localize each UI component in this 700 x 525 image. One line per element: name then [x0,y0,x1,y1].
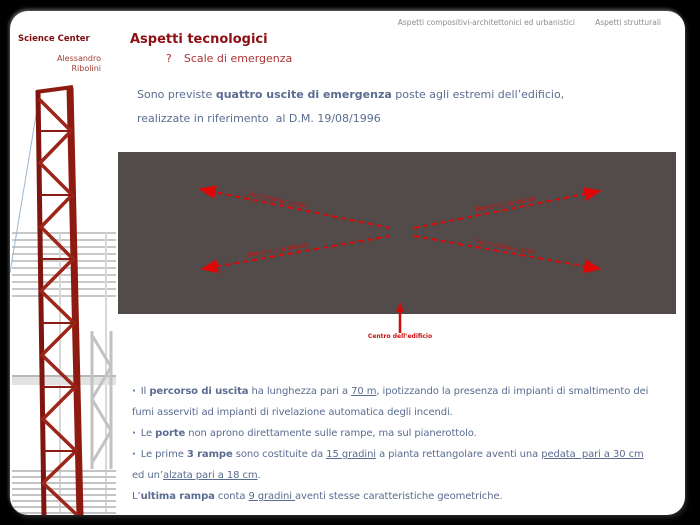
escape-route-diagram [118,152,676,314]
route-label-upper-left: Percorso di uscita [247,189,310,211]
bullet-text: Le prime 3 rampe sono costituite da 15 gradini a pianta rettangolare aventi una pedata pari a 30 cm [140,449,644,460]
center-pointer-arrow-icon [394,299,406,335]
bullet-list [132,381,648,507]
route-arrow-upper-right [414,191,600,228]
tower-structure-illustration [10,85,118,515]
bullet-line-1-cont [132,402,648,423]
nav-link-aspetti-compositivi[interactable]: Aspetti compositivi-architettonici ed urbanistici [397,18,575,27]
bullet-line-3-cont [132,465,648,486]
route-label-lower-left: Percorso di uscita [246,240,309,260]
bullet-line-3 [132,444,648,465]
bullet-dot: · [132,449,136,460]
bullet-dot: · [132,386,136,397]
author-last-name: Ribolini [71,64,101,73]
intro-line-2: realizzate in riferimento al D.M. 19/08/1996 [137,112,381,125]
intro-paragraph [137,83,564,131]
presentation-slide [10,11,685,515]
diagram-center-label: Centro dell’edificio [367,333,433,340]
route-arrow-lower-left [202,236,390,269]
bullet-text: L’ultima rampa conta 9 gradini aventi stesse caratteristiche geometriche. [132,491,503,502]
brand-title: Science Center [18,34,90,44]
bullet-line-1 [132,381,648,402]
bullet-text: Le porte non aprono direttamente sulle rampe, ma sul pianerottolo. [140,428,477,439]
closing-line [132,486,648,507]
bullet-dot: · [132,428,136,439]
section-subtitle [166,52,292,65]
nav-link-aspetti-strutturali[interactable]: Aspetti strutturali [595,18,661,27]
route-label-lower-right: Percorso di uscita [475,237,538,257]
subtitle-text: Scale di emergenza [183,52,293,65]
bullet-text: Il percorso di uscita ha lunghezza pari a 70 m, ipotizzando la presenza di impianti di smaltimento dei [140,386,649,397]
author-first-name: Alessandro [56,54,101,63]
route-arrow-upper-left [200,189,390,228]
route-label-upper-right: Percorso di uscita [474,194,537,214]
bullet-text: ed un’alzata pari a 18 cm. [132,470,261,481]
bullet-text: fumi asserviti ad impianti di rivelazione automatica degli incendi. [132,407,453,418]
tower-rendering-figure [10,85,118,515]
author-name [18,54,101,74]
escape-route-arrows [118,152,676,314]
subtitle-bullet-glyph: ? [166,52,172,65]
route-arrow-lower-right [414,236,600,269]
intro-line-1: Sono previste quattro uscite di emergenza poste agli estremi dell’edificio, [137,88,565,101]
bullet-line-2 [132,423,648,444]
page-title: Aspetti tecnologici [130,32,268,47]
